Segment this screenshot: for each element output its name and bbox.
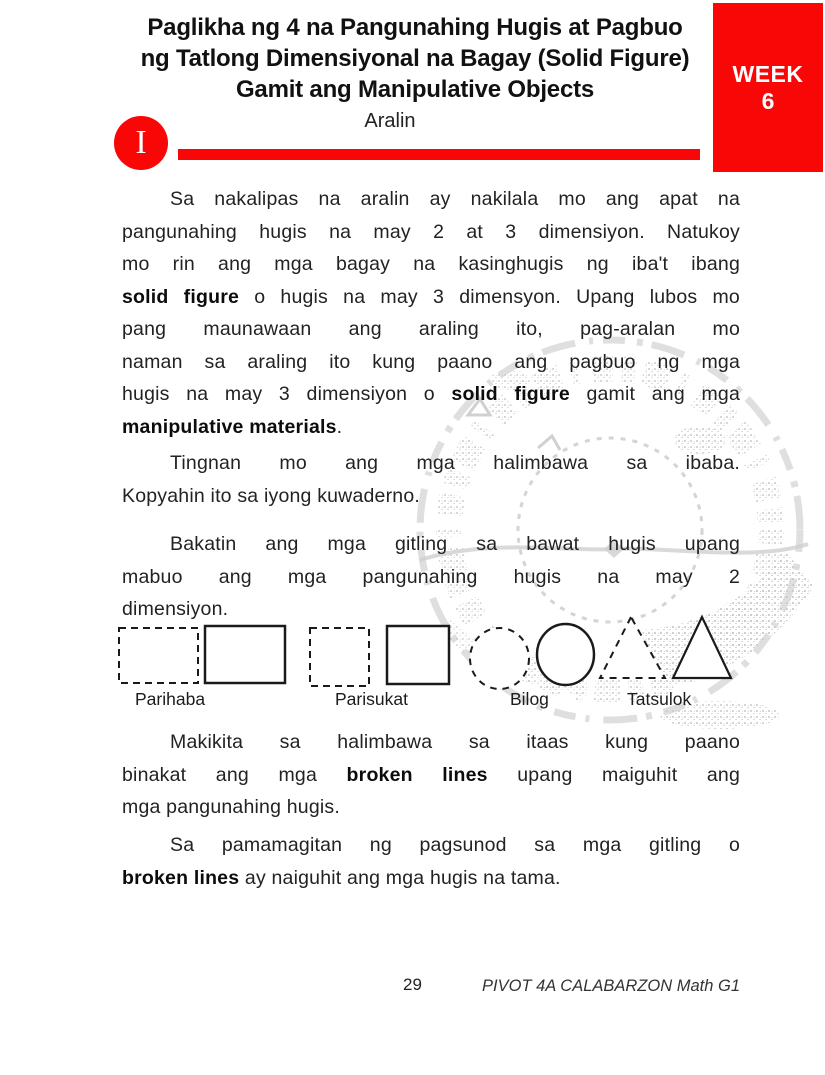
- text-line: Sa pamamagitan ng pagsunod sa mga gitling o: [170, 834, 740, 856]
- paragraph-summary: [122, 829, 740, 894]
- lesson-marker-badge: [114, 116, 168, 170]
- text-line: Bakatin ang mga gitling sa bawat hugis upang: [170, 533, 740, 555]
- text-line: Tingnan mo ang mga halimbawa sa ibaba.: [170, 452, 740, 474]
- title-line: Gamit ang Manipulative Objects: [235, 76, 595, 103]
- shape-label-triangle: Tatsulok: [627, 689, 692, 709]
- shape-square-solid: [387, 626, 449, 684]
- paragraph-explanation: [122, 726, 740, 824]
- text-line: hugis na may 3 dimensiyon o solid figure gamit ang mga: [122, 383, 740, 405]
- title-line: Paglikha ng 4 na Pangunahing Hugis at Pagbuo: [147, 14, 683, 41]
- page-title: [75, 12, 755, 105]
- shape-circle-dashed: [470, 628, 529, 689]
- page-number: 29: [403, 975, 422, 994]
- shapes-figure: [110, 612, 740, 692]
- shape-label-rectangle: Parihaba: [135, 689, 206, 709]
- text-line: Sa nakalipas na aralin ay nakilala mo ang apat na: [170, 188, 740, 210]
- text-line: mabuo ang mga pangunahing hugis na may 2: [122, 565, 740, 588]
- text-line: mga pangunahing hugis.: [122, 796, 340, 818]
- title-line: ng Tatlong Dimensiyonal na Bagay (Solid Figure): [140, 45, 690, 72]
- shape-label-square: Parisukat: [335, 689, 408, 709]
- text-line: Kopyahin ito sa iyong kuwaderno.: [122, 484, 421, 507]
- week-badge: [713, 3, 823, 172]
- shape-square-dashed: [310, 628, 369, 686]
- text-line: binakat ang mga broken lines upang maiguhit ang: [122, 763, 740, 786]
- section-divider-rule: [178, 149, 700, 160]
- text-line: solid figure o hugis na may 3 dimensyon. Upang lubos mo: [122, 285, 740, 308]
- shape-triangle-dashed: [600, 617, 665, 678]
- shape-rectangle-dashed: [119, 628, 198, 683]
- week-label: WEEK: [732, 60, 804, 87]
- book-title: PIVOT 4A CALABARZON Math G1: [482, 977, 740, 995]
- text-line: manipulative materials.: [122, 415, 343, 438]
- text-line: mo rin ang mga bagay na kasinghugis ng iba't ibang: [122, 253, 740, 275]
- text-line: dimensiyon.: [122, 598, 229, 620]
- shape-label-circle: Bilog: [510, 689, 549, 709]
- text-line: broken lines ay naiguhit ang mga hugis na tama.: [122, 866, 561, 889]
- text-line: naman sa araling ito kung paano ang pagbuo ng mga: [122, 350, 740, 373]
- paragraph-intro: [122, 183, 740, 443]
- shape-rectangle-solid: [205, 626, 285, 683]
- text-line: pang maunawaan ang araling ito, pag-aralan mo: [122, 318, 740, 340]
- text-line: pangunahing hugis na may 2 at 3 dimensiyon. Natukoy: [122, 220, 740, 243]
- lesson-subtitle: Aralin: [364, 110, 416, 132]
- paragraph-instruction-trace: [122, 528, 740, 626]
- shape-triangle-solid: [673, 617, 731, 678]
- text-line: Makikita sa halimbawa sa itaas kung paano: [170, 731, 740, 753]
- paragraph-instruction-copy: [122, 447, 740, 512]
- week-number: 6: [761, 87, 775, 114]
- lesson-marker: I: [135, 124, 147, 161]
- shape-circle-solid: [537, 624, 594, 685]
